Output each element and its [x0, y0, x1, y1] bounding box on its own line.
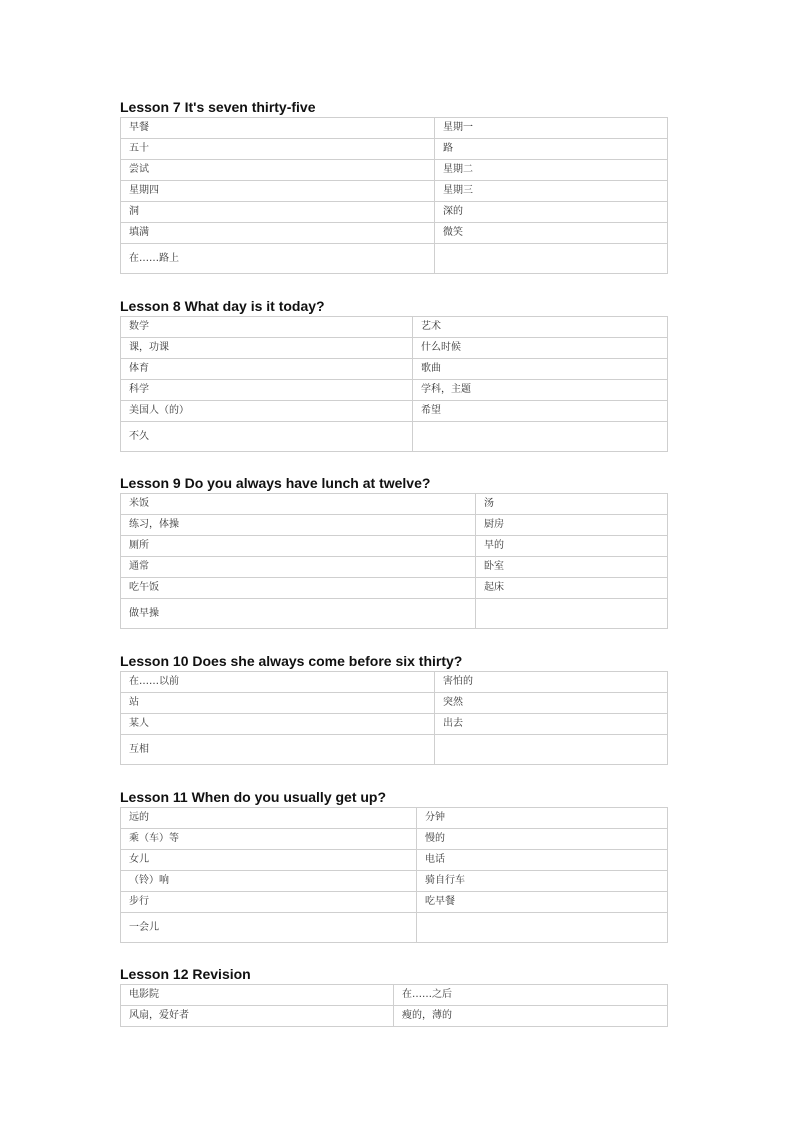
vocab-cell: 骑自行车: [417, 871, 668, 892]
vocab-cell: 希望: [413, 401, 668, 422]
vocab-cell: 站: [121, 693, 435, 714]
vocab-cell: 早的: [476, 536, 668, 557]
table-row: [121, 557, 668, 578]
lesson-section: [120, 474, 668, 629]
table-row: [121, 223, 668, 244]
vocab-table: [120, 316, 668, 452]
vocab-cell: 分钟: [417, 808, 668, 829]
table-row: [121, 202, 668, 223]
table-row: [121, 380, 668, 401]
vocab-cell: 星期一: [435, 118, 668, 139]
lesson-section: [120, 297, 668, 452]
vocab-cell: [435, 244, 668, 274]
vocab-cell: 步行: [121, 892, 417, 913]
vocab-cell: 厕所: [121, 536, 476, 557]
vocab-cell: 洞: [121, 202, 435, 223]
vocab-cell: [476, 599, 668, 629]
vocab-cell: 突然: [435, 693, 668, 714]
vocab-cell: 在……以前: [121, 672, 435, 693]
lesson-section: [120, 965, 668, 1027]
vocab-cell: 风扇，爱好者: [121, 1006, 394, 1027]
table-row: [121, 494, 668, 515]
vocab-cell: 美国人（的）: [121, 401, 413, 422]
vocab-cell: 微笑: [435, 223, 668, 244]
vocab-cell: 一会儿: [121, 913, 417, 943]
vocab-cell: 乘（车）等: [121, 829, 417, 850]
table-row: [121, 714, 668, 735]
lesson-title: Lesson 11 When do you usually get up?: [120, 789, 387, 805]
table-row: [121, 160, 668, 181]
vocab-cell: 电话: [417, 850, 668, 871]
vocab-cell: 在……之后: [394, 985, 668, 1006]
lesson-title: Lesson 12 Revision: [120, 966, 251, 982]
vocab-cell: 吃早餐: [417, 892, 668, 913]
vocab-cell: [413, 422, 668, 452]
vocab-cell: 慢的: [417, 829, 668, 850]
vocab-cell: 尝试: [121, 160, 435, 181]
table-row: [121, 913, 668, 943]
vocab-cell: 害怕的: [435, 672, 668, 693]
vocab-cell: 数学: [121, 317, 413, 338]
vocab-cell: 通常: [121, 557, 476, 578]
vocab-cell: 课，功课: [121, 338, 413, 359]
vocab-cell: 汤: [476, 494, 668, 515]
lesson-title: Lesson 7 It's seven thirty-five: [120, 99, 316, 115]
vocab-cell: 科学: [121, 380, 413, 401]
table-row: [121, 536, 668, 557]
table-row: [121, 599, 668, 629]
table-row: [121, 735, 668, 765]
lesson-title: Lesson 8 What day is it today?: [120, 298, 325, 314]
vocab-cell: 瘦的，薄的: [394, 1006, 668, 1027]
lesson-section: [120, 788, 668, 943]
vocab-cell: 学科，主题: [413, 380, 668, 401]
table-row: [121, 808, 668, 829]
table-row: [121, 515, 668, 536]
vocab-cell: 不久: [121, 422, 413, 452]
vocab-cell: [417, 913, 668, 943]
table-row: [121, 985, 668, 1006]
vocab-cell: 米饭: [121, 494, 476, 515]
vocab-cell: 深的: [435, 202, 668, 223]
table-row: [121, 139, 668, 160]
table-row: [121, 401, 668, 422]
lesson-section: [120, 98, 668, 274]
vocab-cell: 体育: [121, 359, 413, 380]
table-row: [121, 338, 668, 359]
vocab-cell: （铃）响: [121, 871, 417, 892]
vocab-cell: 远的: [121, 808, 417, 829]
vocab-cell: 吃午饭: [121, 578, 476, 599]
table-row: [121, 850, 668, 871]
table-row: [121, 892, 668, 913]
table-row: [121, 422, 668, 452]
vocab-table: [120, 493, 668, 629]
table-row: [121, 672, 668, 693]
vocab-table: [120, 807, 668, 943]
table-row: [121, 118, 668, 139]
vocab-cell: [435, 735, 668, 765]
vocab-cell: 出去: [435, 714, 668, 735]
vocab-cell: 厨房: [476, 515, 668, 536]
vocab-cell: 星期二: [435, 160, 668, 181]
lesson-title: Lesson 10 Does she always come before six thirty?: [120, 653, 463, 669]
vocab-cell: 互相: [121, 735, 435, 765]
vocab-cell: 什么时候: [413, 338, 668, 359]
table-row: [121, 693, 668, 714]
table-row: [121, 1006, 668, 1027]
vocab-cell: 起床: [476, 578, 668, 599]
vocab-cell: 练习，体操: [121, 515, 476, 536]
table-row: [121, 829, 668, 850]
vocab-cell: 歌曲: [413, 359, 668, 380]
vocab-table: [120, 984, 668, 1027]
vocab-cell: 卧室: [476, 557, 668, 578]
vocab-cell: 填满: [121, 223, 435, 244]
table-row: [121, 871, 668, 892]
table-row: [121, 244, 668, 274]
vocab-cell: 某人: [121, 714, 435, 735]
vocab-cell: 早餐: [121, 118, 435, 139]
vocab-cell: 路: [435, 139, 668, 160]
table-row: [121, 317, 668, 338]
table-row: [121, 181, 668, 202]
vocab-cell: 做早操: [121, 599, 476, 629]
vocab-cell: 星期三: [435, 181, 668, 202]
vocab-cell: 五十: [121, 139, 435, 160]
vocab-table: [120, 117, 668, 274]
vocab-cell: 艺术: [413, 317, 668, 338]
table-row: [121, 578, 668, 599]
vocab-cell: 女儿: [121, 850, 417, 871]
vocab-table: [120, 671, 668, 765]
lesson-section: [120, 652, 668, 765]
vocab-cell: 星期四: [121, 181, 435, 202]
lesson-title: Lesson 9 Do you always have lunch at twelve?: [120, 475, 431, 491]
vocab-cell: 在……路上: [121, 244, 435, 274]
vocab-cell: 电影院: [121, 985, 394, 1006]
table-row: [121, 359, 668, 380]
